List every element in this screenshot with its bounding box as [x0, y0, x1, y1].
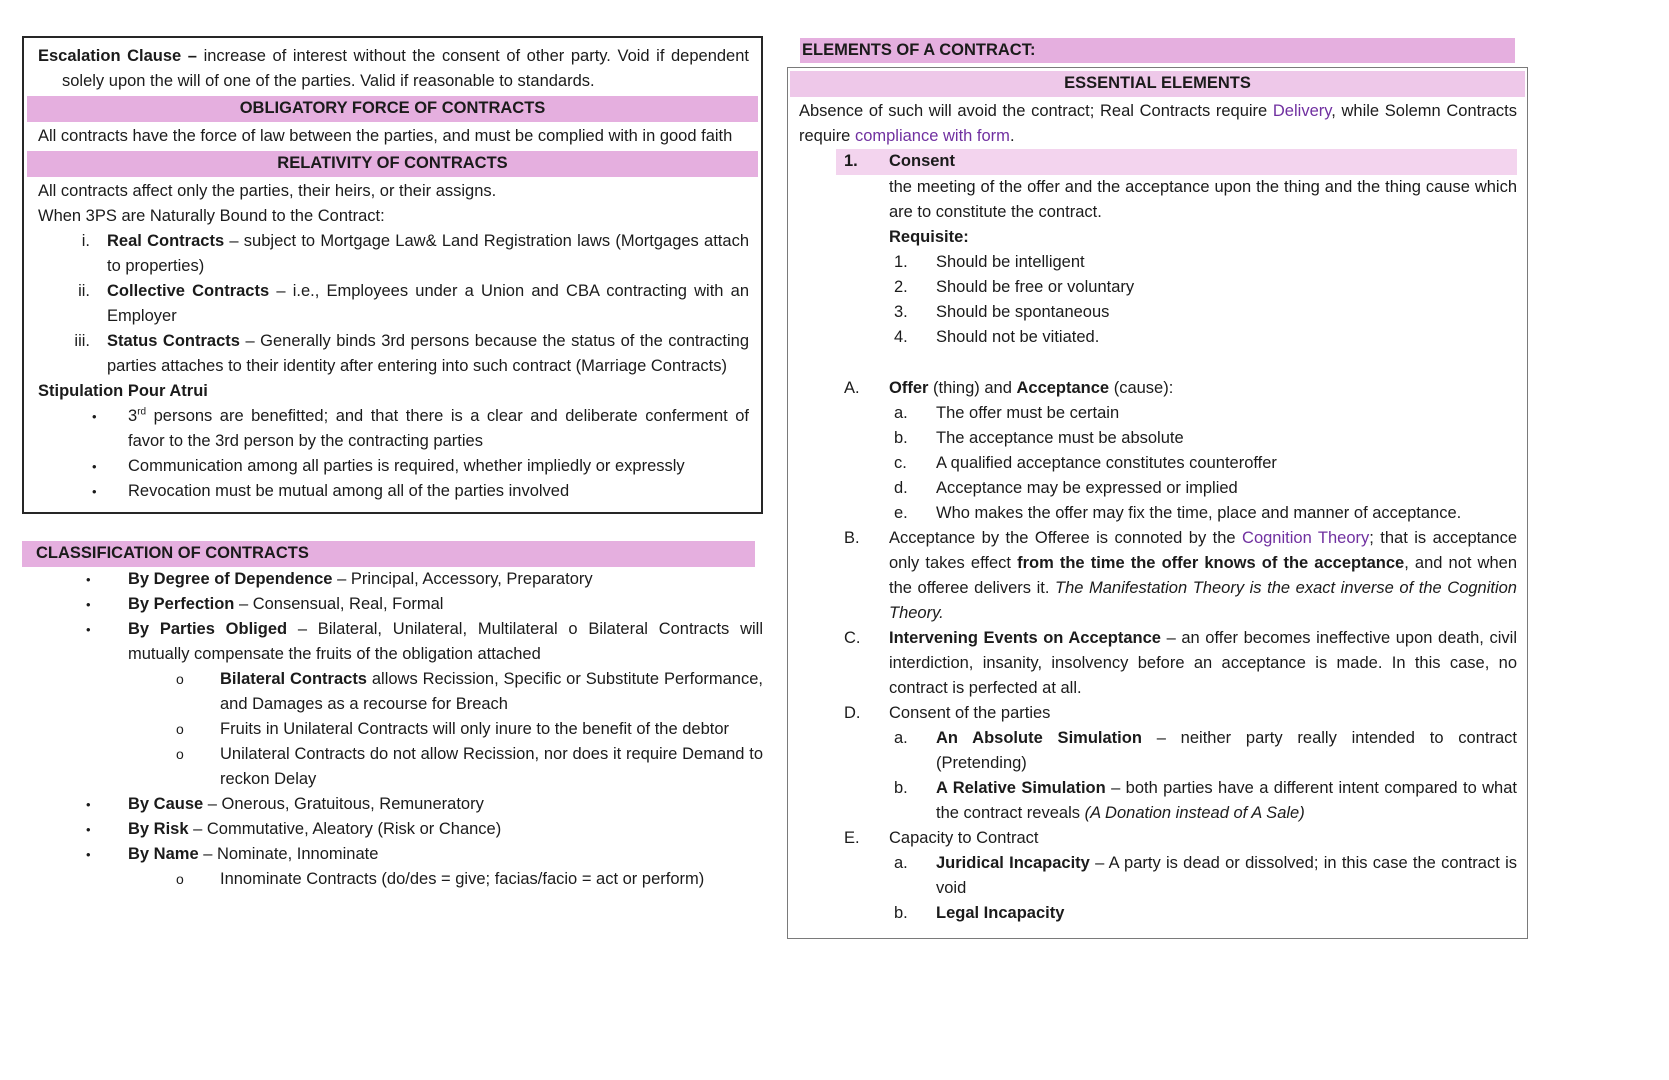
bullet-icon: •: [86, 847, 91, 862]
classification-item-parties: [22, 617, 763, 667]
name-term: By Name: [128, 845, 199, 863]
relative-simulation-example: (A Donation instead of A Sale): [1084, 804, 1305, 822]
list-marker: iii.: [74, 332, 90, 350]
consent-title: Consent: [889, 152, 955, 170]
parties-term: By Parties Obliged: [128, 620, 288, 638]
escalation-clause-paragraph: [38, 44, 749, 94]
requisite-item-spontaneous: [889, 300, 1517, 325]
requisite-text: Should be intelligent: [936, 253, 1085, 271]
list-marker: A.: [844, 379, 860, 397]
requisite-item-vitiated: [889, 325, 1517, 350]
real-contracts-desc: – subject to Mortgage Law& Land Registration laws (Mortgages attach to properties): [107, 232, 749, 275]
intervening-events-text: [889, 626, 1517, 701]
list-marker: 2.: [894, 278, 908, 296]
contracts-notes-box: [22, 36, 763, 514]
consent-body: [889, 175, 1517, 350]
classification-header: CLASSIFICATION OF CONTRACTS: [22, 541, 755, 567]
circle-marker: o: [176, 671, 184, 687]
list-marker: E.: [844, 829, 860, 847]
bullet-marker: [92, 454, 128, 479]
bullet-icon: •: [92, 409, 97, 424]
bullet-marker: [92, 404, 128, 429]
requisite-item-intelligent: [889, 250, 1517, 275]
bullet-marker: [86, 792, 128, 817]
classification-sub-unilateral-text: Unilateral Contracts do not allow Recission, nor does it require Demand to reckon Delay: [220, 745, 763, 788]
classification-item-name: [22, 842, 763, 867]
classification-item-risk: [22, 817, 763, 842]
circle-marker: o: [176, 871, 184, 887]
classification-item-risk-text: [128, 817, 763, 842]
degree-desc: – Principal, Accessory, Preparatory: [332, 570, 593, 588]
intervening-events-term: Intervening Events on Acceptance: [889, 629, 1161, 647]
list-marker: a.: [894, 729, 908, 747]
cause-term: By Cause: [128, 795, 204, 813]
capacity-to-contract-item: [799, 826, 1517, 926]
absolute-simulation-term: An Absolute Simulation: [936, 729, 1142, 747]
third-superscript: rd: [137, 406, 147, 418]
collective-contracts-term: Collective Contracts: [107, 282, 270, 300]
degree-term: By Degree of Dependence: [128, 570, 333, 588]
cognition-bold-text: from the time the offer knows of the acceptance: [1017, 554, 1405, 572]
classification-sub-innominate-text: Innominate Contracts (do/des = give; facias/facio = act or perform): [220, 870, 705, 888]
real-contracts-text: [107, 229, 749, 279]
legal-incapacity-text: [936, 901, 1517, 926]
bullet-icon: •: [86, 597, 91, 612]
bullet-marker: [86, 817, 128, 842]
list-marker: b.: [894, 904, 908, 922]
offer-sub-text: The acceptance must be absolute: [936, 429, 1184, 447]
cognition-theory-link[interactable]: Cognition Theory: [1242, 529, 1370, 547]
legal-incapacity-item: [889, 901, 1517, 926]
classification-item-degree-text: [128, 567, 763, 592]
relativity-3ps-line: When 3PS are Naturally Bound to the Contract:: [38, 207, 385, 225]
circle-marker: o: [176, 721, 184, 737]
list-marker: a.: [894, 854, 908, 872]
classification-sub-bilateral: [22, 667, 763, 717]
list-marker: C.: [844, 629, 861, 647]
juridical-incapacity-item: [889, 851, 1517, 901]
bullet-marker: [86, 567, 128, 592]
list-marker: 3.: [894, 303, 908, 321]
essential-elements-box: [787, 67, 1528, 939]
bullet-icon: •: [86, 572, 91, 587]
offer-sub-expressed: [889, 476, 1517, 501]
requisite-text: Should not be vitiated.: [936, 328, 1100, 346]
offer-acceptance-content: [889, 376, 1517, 526]
intervening-events-desc: – an offer becomes ineffective upon death, civil interdiction, insanity, insolvency before an acceptance is made. In this case, no contract is perfected at all.: [889, 629, 1517, 697]
relative-simulation-desc: – both parties have a different intent compared to what the contract reveals: [936, 779, 1517, 822]
perfection-term: By Perfection: [128, 595, 235, 613]
cognition-run-3: , and not when the offeree delivers it.: [889, 554, 1517, 597]
bilateral-desc: allows Recission, Specific or Substitute Performance, and Damages as a recourse for Breach: [220, 670, 763, 713]
status-contracts-term: Status Contracts: [107, 332, 240, 350]
offer-sub-counteroffer: [889, 451, 1517, 476]
bullet-icon: •: [92, 459, 97, 474]
cognition-theory-item: [799, 526, 1517, 626]
classification-sub-unilateral: [22, 742, 763, 792]
relative-simulation-item: [889, 776, 1517, 826]
classification-item-cause: [22, 792, 763, 817]
list-marker: d.: [894, 479, 908, 497]
escalation-clause-term: Escalation Clause –: [38, 47, 204, 65]
collective-contracts-text: [107, 279, 749, 329]
offer-sub-absolute: [889, 426, 1517, 451]
offer-sub-fix-time: [889, 501, 1517, 526]
offer-sub-text: Acceptance may be expressed or implied: [936, 479, 1238, 497]
list-marker: B.: [844, 529, 860, 547]
elements-of-contract-header: ELEMENTS OF A CONTRACT:: [800, 38, 1515, 63]
classification-sub-fruits: [22, 717, 763, 742]
juridical-incapacity-desc: – A party is dead or dissolved; in this case the contract is void: [936, 854, 1517, 897]
classification-item-perfection: [22, 592, 763, 617]
juridical-incapacity-term: Juridical Incapacity: [936, 854, 1090, 872]
requisite-label: Requisite:: [889, 228, 969, 246]
classification-item-perfection-text: [128, 592, 763, 617]
intro-run-3: .: [1009, 127, 1015, 145]
intro-run-1: Absence of such will avoid the contract; Real Contracts require: [799, 102, 1273, 120]
name-desc: – Nominate, Innominate: [198, 845, 379, 863]
consent-of-parties-content: [889, 701, 1517, 826]
requisite-text: Should be spontaneous: [936, 303, 1110, 321]
consent-item-header: [836, 149, 1517, 175]
list-marker: e.: [894, 504, 908, 522]
requisite-item-free: [889, 275, 1517, 300]
left-column: [22, 36, 763, 892]
relativity-intro: All contracts affect only the parties, their heirs, or their assigns.: [38, 182, 497, 200]
capacity-title: Capacity to Contract: [889, 829, 1039, 847]
list-marker: 1.: [894, 253, 908, 271]
list-marker: b.: [894, 429, 908, 447]
acceptance-term: Acceptance: [1016, 379, 1110, 397]
relative-simulation-text: [936, 776, 1517, 826]
offer-sub-text: A qualified acceptance constitutes counteroffer: [936, 454, 1277, 472]
risk-desc: – Commutative, Aleatory (Risk or Chance): [188, 820, 502, 838]
absolute-simulation-text: [936, 726, 1517, 776]
offer-term: Offer: [889, 379, 929, 397]
offer-acceptance-item: [799, 376, 1517, 526]
collective-contracts-item: [38, 279, 749, 329]
status-contracts-text: [107, 329, 749, 379]
intervening-events-item: [799, 626, 1517, 701]
consent-of-parties-item: [799, 701, 1517, 826]
obligatory-force-text: All contracts have the force of law between the parties, and must be complied with in good faith: [38, 127, 733, 145]
bullet-marker: [86, 592, 128, 617]
offer-sub-text: Who makes the offer may fix the time, place and manner of acceptance.: [936, 504, 1462, 522]
right-column: [787, 38, 1528, 939]
status-contracts-desc: – Generally binds 3rd persons because the status of the contracting parties attaches to their identity after entering into such contract (Marriage Contracts): [107, 332, 750, 375]
bullet-icon: •: [86, 622, 91, 637]
offer-sub-certain: [889, 401, 1517, 426]
classification-item-degree: [22, 567, 763, 592]
stipulation-bullet-communication-text: Communication among all parties is required, whether impliedly or expressly: [128, 457, 685, 475]
manifestation-theory-note: The Manifestation Theory is the exact inverse of the Cognition Theory.: [889, 579, 1517, 622]
requisite-text: Should be free or voluntary: [936, 278, 1135, 296]
compliance-with-form-link[interactable]: compliance with form: [854, 127, 1010, 145]
collective-contracts-desc: – i.e., Employees under a Union and CBA contracting with an Employer: [107, 282, 750, 325]
bullet-icon: •: [92, 484, 97, 499]
risk-term: By Risk: [128, 820, 189, 838]
offer-acceptance-title: [889, 376, 1517, 401]
consent-of-parties-title: Consent of the parties: [889, 704, 1051, 722]
classification-item-cause-text: [128, 792, 763, 817]
escalation-clause-text: increase of interest without the consent of other party. Void if dependent solely upon the will of one of the parties. Valid if reasonable to standards.: [62, 47, 749, 90]
intro-run-2: , while Solemn Contracts require: [799, 102, 1517, 145]
absolute-simulation-desc: – neither party really intended to contract (Pretending): [936, 729, 1517, 772]
stipulation-pour-atrui-heading: Stipulation Pour Atrui: [38, 382, 208, 400]
list-marker: 1.: [844, 152, 858, 170]
essential-elements-intro: [799, 99, 1517, 149]
absolute-simulation-item: [889, 726, 1517, 776]
stipulation-bullet-communication: [38, 454, 749, 479]
cognition-run-2: ; that is acceptance only takes effect: [889, 529, 1517, 572]
cause-desc: – Onerous, Gratuitous, Remuneratory: [203, 795, 484, 813]
parties-desc: – Bilateral, Unilateral, Multilateral o Bilateral Contracts will mutually compensate the fruits of the obligation attached: [128, 620, 763, 663]
cognition-theory-text: [889, 526, 1517, 626]
stipulation-bullet-benefit-text: [128, 404, 749, 454]
capacity-content: [889, 826, 1517, 926]
juridical-incapacity-text: [936, 851, 1517, 901]
cognition-run-1: Acceptance by the Offeree is connoted by the: [889, 529, 1243, 547]
legal-incapacity-term: Legal Incapacity: [936, 904, 1065, 922]
list-marker: ii.: [78, 282, 90, 300]
third-base: 3: [128, 407, 138, 425]
stipulation-bullet-revocation: [38, 479, 749, 504]
classification-item-name-text: [128, 842, 763, 867]
list-marker: 4.: [894, 328, 908, 346]
real-contracts-item: [38, 229, 749, 279]
bilateral-term: Bilateral Contracts: [220, 670, 367, 688]
offer-run-1: (thing) and: [928, 379, 1017, 397]
stipulation-bullet-revocation-text: Revocation must be mutual among all of the parties involved: [128, 482, 570, 500]
list-marker: a.: [894, 404, 908, 422]
offer-sub-text: The offer must be certain: [936, 404, 1120, 422]
real-contracts-term: Real Contracts: [107, 232, 225, 250]
classification-sub-bilateral-text: [220, 667, 763, 717]
bullet-icon: •: [86, 797, 91, 812]
spacer: [788, 350, 1527, 376]
stipulation-bullet-benefit-rest: persons are benefitted; and that there is a clear and deliberate conferment of favor to the 3rd person by the contracting parties: [128, 407, 749, 450]
circle-marker: o: [176, 746, 184, 762]
list-marker: b.: [894, 779, 908, 797]
essential-elements-header: ESSENTIAL ELEMENTS: [790, 71, 1525, 97]
classification-section: [22, 541, 763, 892]
bullet-icon: •: [86, 822, 91, 837]
bullet-marker: [92, 479, 128, 504]
obligatory-force-header: OBLIGATORY FORCE OF CONTRACTS: [27, 96, 758, 122]
delivery-link[interactable]: Delivery: [1272, 102, 1332, 120]
classification-sub-fruits-text: Fruits in Unilateral Contracts will only inure to the benefit of the debtor: [220, 720, 730, 738]
list-marker: c.: [894, 454, 907, 472]
relativity-header: RELATIVITY OF CONTRACTS: [27, 151, 758, 177]
consent-definition: the meeting of the offer and the acceptance upon the thing and the thing cause which are to constitute the contract.: [889, 178, 1517, 221]
perfection-desc: – Consensual, Real, Formal: [234, 595, 444, 613]
bullet-marker: [86, 842, 128, 867]
list-marker: D.: [844, 704, 861, 722]
classification-item-parties-text: [128, 617, 763, 667]
classification-sub-innominate: [22, 867, 763, 892]
list-marker: i.: [81, 232, 90, 250]
relative-simulation-term: A Relative Simulation: [936, 779, 1106, 797]
stipulation-bullet-benefit: [38, 404, 749, 454]
offer-run-2: (cause):: [1109, 379, 1174, 397]
bullet-marker: [86, 617, 128, 642]
status-contracts-item: [38, 329, 749, 379]
